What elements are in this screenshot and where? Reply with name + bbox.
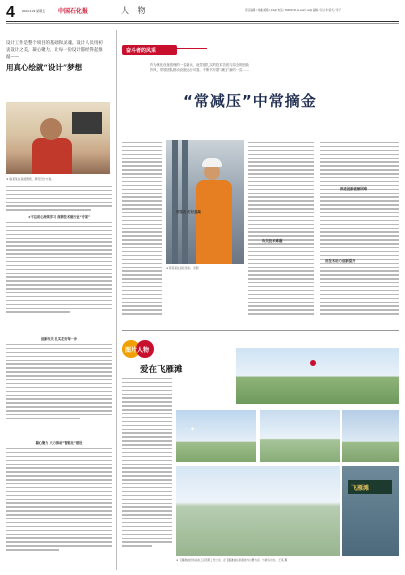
text-lines [248, 142, 314, 317]
pipe-shape [172, 140, 178, 264]
text-lines [6, 448, 112, 553]
feature-body-col-2 [248, 142, 314, 330]
text-lines [6, 222, 112, 315]
left-article-title: 用真心绘就“设计”梦想 [6, 63, 83, 72]
text-lines [6, 344, 112, 422]
person-head-shape [40, 118, 62, 140]
person-body-shape [32, 138, 72, 174]
photo-feature-badge [122, 340, 162, 358]
feature-photo-caption: ★ 陈某某在巡检设备。 供图 [166, 267, 199, 270]
feature-deck: 作为炼化设备管理的一名新兵，他凭借扎实的技术功底与周全的细致作风，带领团队推动设备运行可靠，不断书写着“减压”新的一页…… [150, 63, 250, 72]
text-lines [320, 142, 399, 317]
feature-subhead-2: 攻关技术难题 [262, 239, 283, 243]
section2-body [122, 378, 172, 563]
feature-body-col-3 [320, 142, 399, 330]
wetland-photo-3 [260, 410, 340, 462]
feature-ribbon-label: 奋斗者的风采 [126, 48, 157, 54]
newspaper-name: 中国石化报 [58, 8, 89, 15]
left-subhead-2: 创新攻关 扎实走好每一步 [40, 337, 78, 341]
wetland-photo-1 [236, 348, 399, 404]
hard-hat-shape [202, 158, 222, 167]
left-photo-caption: ★ 谢某某在查阅图纸，研究设计方案。 [6, 177, 55, 181]
left-lead-text: 设计工作是整个项目的基础和灵魂。设计人员用初衷设计之美，凝心聚力，让每一份设计都经得起推敲—— [6, 41, 103, 60]
left-body-block-2 [6, 222, 112, 330]
section-divider [122, 330, 399, 331]
worker-body-shape [196, 180, 232, 264]
monitor-shape [72, 112, 102, 134]
feature-subhead-3: 推进创新破解困难 [340, 187, 368, 191]
header-rule-thin [6, 23, 399, 24]
bird-icon: ✦ [190, 426, 196, 433]
ribbon-rule [177, 48, 207, 49]
badge-label: 图片人物 [125, 347, 150, 354]
feature-body-col-1 [122, 142, 162, 330]
worker-photo [166, 140, 244, 264]
text-lines [6, 186, 112, 213]
designer-photo [6, 102, 110, 174]
left-body-block-3 [6, 344, 112, 434]
section-title: 人 物 [121, 6, 149, 15]
wetland-photo-4 [342, 410, 399, 462]
editor-info: 责任编辑 / 刘鑫 邮箱 / jhb@ 电话 / 59963731 E-mail / rw@ 编辑 / 彭立华 版式 / 李子 [245, 9, 342, 12]
sign-text: 飞雁滩 [351, 485, 370, 492]
text-lines [122, 142, 162, 317]
column-divider [116, 30, 117, 570]
feature-subhead-1: 苦练功 打好基础 [176, 210, 201, 214]
header-rule [6, 21, 399, 22]
page-number: 4 [6, 4, 15, 21]
section2-caption: ★ 飞雁滩油田的采油工们利用工作之余，在飞雁滩油区的湿地与白鹭为邻、与候鸟为友。 王某 摄 [176, 559, 288, 562]
left-body-block-4 [6, 448, 112, 568]
left-subhead-3: 凝心聚力 大力推动“智能化”建设 [35, 441, 83, 445]
left-subhead-1: ★不忘初心持续学习 深耕技术做行业“专家” [27, 215, 91, 219]
section2-title: 爱在飞雁滩 [140, 365, 183, 375]
wetland-photo-5 [176, 466, 340, 556]
pipe-shape [182, 140, 188, 264]
wetland-photo-2 [176, 410, 256, 462]
red-marker [310, 360, 316, 366]
issue-date: 2024.4.23 星期五 [22, 9, 46, 13]
feature-title: “常减压”中常摘金 [183, 92, 317, 110]
text-lines [122, 378, 172, 549]
feature-subhead-4: 用技术助力创新提升 [325, 259, 356, 263]
